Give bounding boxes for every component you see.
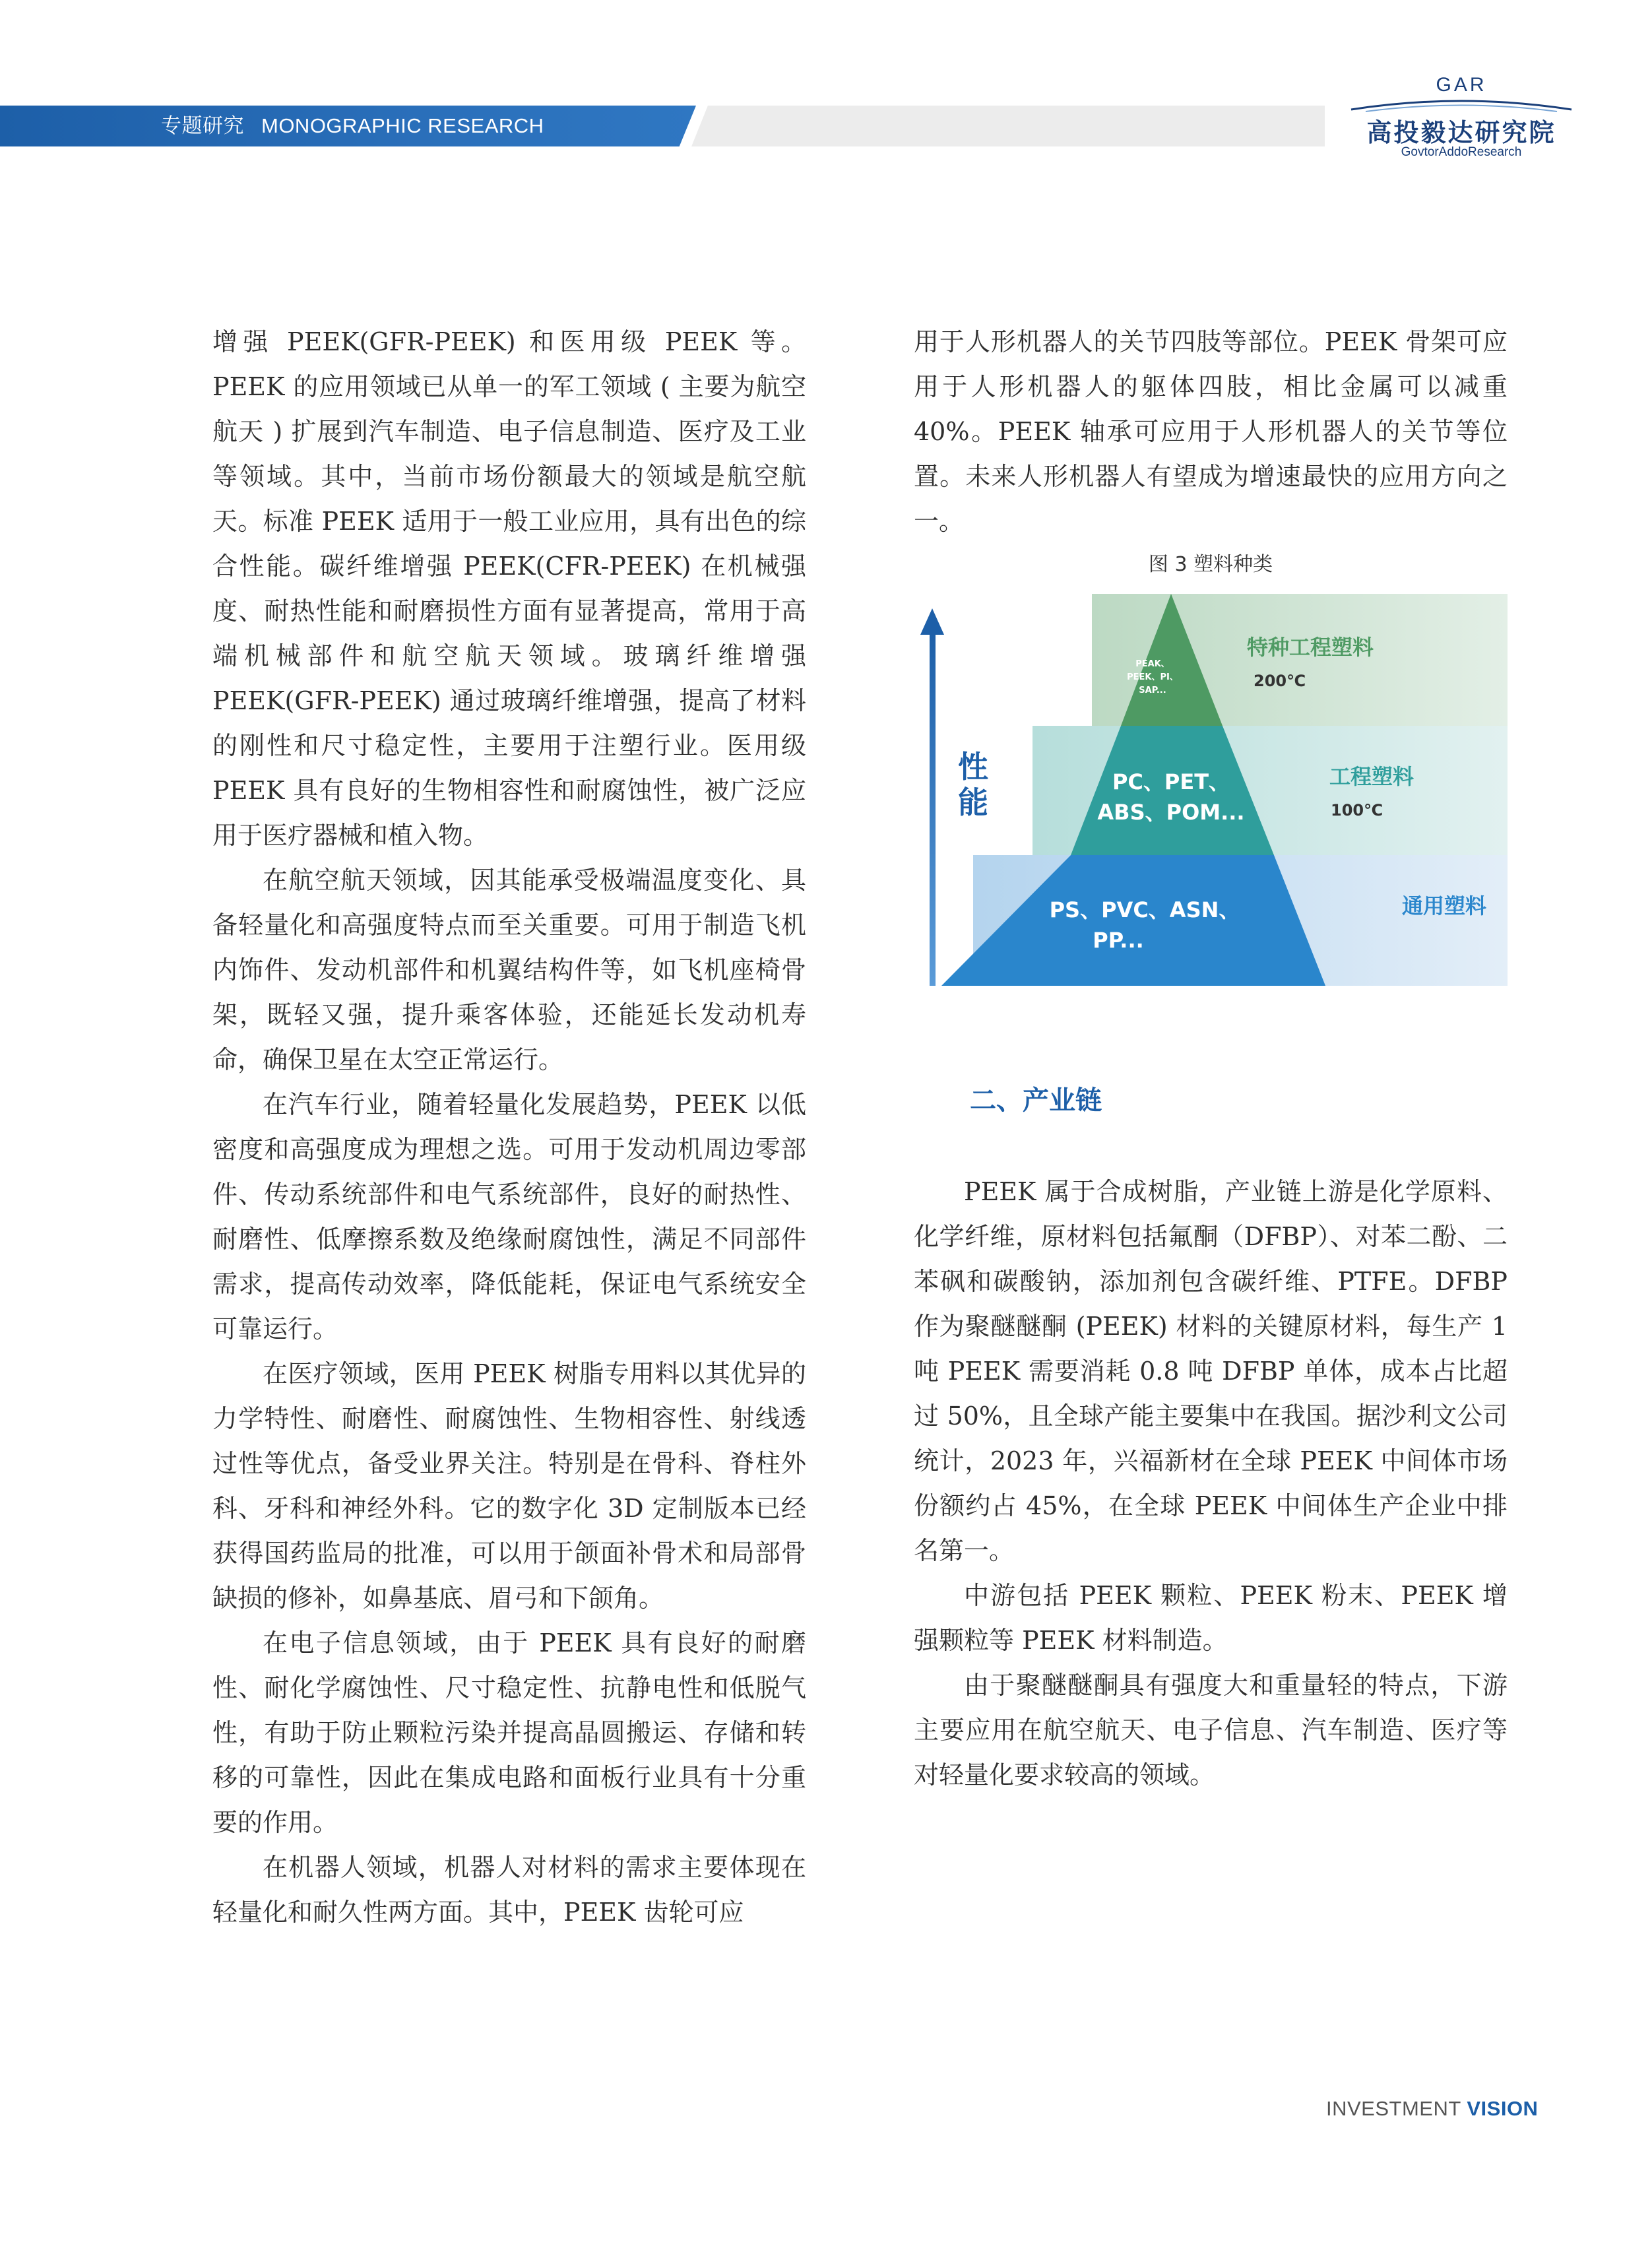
logo-abbr: GAR [1436, 74, 1487, 96]
paragraph: 用于人形机器人的关节四肢等部位。PEEK 骨架可应用于人形机器人的躯体四肢，相比金属可以减重 40%。PEEK 轴承可应用于人形机器人的关节等位置。未来人形机器人有望成为增速最快的应用方向之一。 [914, 327, 1508, 536]
logo-arc-icon [1346, 94, 1577, 113]
logo-name-cn: 高投毅达研究院 [1366, 118, 1556, 147]
section-label-cn: 专题研究 [161, 114, 244, 137]
tier1-material-3: SAP... [1139, 686, 1166, 695]
paragraph: 在汽车行业，随着轻量化发展趋势，PEEK 以低密度和高强度成为理想之选。可用于发动机周边零部件、传动系统部件和电气系统部件，良好的耐热性、耐磨性、低摩擦系数及绝缘耐腐蚀性，满足不同部件需求，提高传动效率，降低能耗，保证电气系统安全可靠运行。 [212, 1090, 806, 1343]
tier1-category: 特种工程塑料 [1247, 635, 1374, 660]
tier2-material-2: ABS、POM... [1097, 800, 1245, 825]
paragraph: 增强 PEEK(GFR-PEEK) 和医用级 PEEK 等。PEEK 的应用领域已从单一的军工领域 ( 主要为航空航天 ) 扩展到汽车制造、电子信息制造、医疗及工业等领域。其中，当前市场份额最大的领域是航空航天。标准 PEEK 适用于一般工业应用，具有出色的综合性能。碳纤维增强 PEEK(CFR-PEEK) 在机械强度、耐热性能和耐磨损性方面有显著提高，常用于高端机械部件和航空航天领域。玻璃纤维增强 PEEK(GFR-PEEK) 通过玻璃纤维增强，提高了材料的刚性和尺寸稳定性，主要用于注塑行业。医用级 PEEK 具有良好的生物相容性和耐腐蚀性，被广泛应用于医疗器械和植入物。 [212, 327, 806, 850]
performance-arrow-shaft [930, 632, 936, 986]
paragraph: 中游包括 PEEK 颗粒、PEEK 粉末、PEEK 增强颗粒等 PEEK 材料制造。 [914, 1581, 1508, 1655]
right-column-top [914, 319, 1508, 544]
right-column-bottom [914, 1169, 1508, 1797]
footer-brand [1326, 2097, 1538, 2121]
tier3-material-2: PP... [1093, 928, 1144, 953]
paragraph: 在航空航天领域，因其能承受极端温度变化、具备轻量化和高强度特点而至关重要。可用于制造飞机内饰件、发动机部件和机翼结构件等，如飞机座椅骨架，既轻又强，提升乘客体验，还能延长发动机寿命，确保卫星在太空正常运行。 [212, 866, 806, 1074]
axis-label-2: 能 [958, 785, 988, 820]
tier1-temperature: 200℃ [1254, 672, 1306, 690]
tier1-material-2: PEEK、PI、 [1127, 672, 1178, 682]
paragraph: 在电子信息领域，由于 PEEK 具有良好的耐磨性、耐化学腐蚀性、尺寸稳定性、抗静电性和低脱气性，有助于防止颗粒污染并提高晶圆搬运、存储和转移的可靠性，因此在集成电路和面板行业具有十分重要的作用。 [212, 1628, 806, 1837]
tier2-temperature: 100℃ [1331, 801, 1383, 820]
footer-text-a: INVESTMENT [1326, 2097, 1461, 2120]
section-label [161, 111, 544, 141]
footer-text-b: VISION [1467, 2097, 1539, 2120]
tier2-material-1: PC、PET、 [1112, 769, 1230, 794]
tier3-material-1: PS、PVC、ASN、 [1049, 897, 1240, 922]
pyramid-svg [914, 594, 1508, 1003]
figure-title: 图 3 塑料种类 [1148, 553, 1273, 576]
section-heading: 二、产业链 [970, 1085, 1102, 1116]
section-label-en: MONOGRAPHIC RESEARCH [261, 114, 544, 137]
tier1-material-1: PEAK、 [1135, 659, 1170, 669]
header-banner-grey [691, 106, 1325, 146]
tier3-category: 通用塑料 [1402, 893, 1487, 918]
left-column [212, 319, 806, 1935]
performance-arrow-icon [920, 608, 944, 635]
logo-name-en: GovtorAddoResearch [1401, 145, 1522, 159]
tier2-category: 工程塑料 [1329, 764, 1414, 789]
paragraph: PEEK 属于合成树脂，产业链上游是化学原料、化学纤维，原材料包括氟酮（DFBP）、对苯二酚、二苯砜和碳酸钠，添加剂包含碳纤维、PTFE。DFBP 作为聚醚醚酮 (PEEK) 材料的关键原材料，每生产 1 吨 PEEK 需要消耗 0.8 吨 DFBP 单体，成本占比超过 50%，且全球产能主要集中在我国。据沙利文公司统计，2023 年，兴福新材在全球 PEEK 中间体市场份额约占 45%，在全球 PEEK 中间体生产企业中排名第一。 [914, 1177, 1508, 1565]
plastic-pyramid-figure [914, 594, 1508, 1003]
axis-label-1: 性 [958, 749, 988, 785]
paragraph: 在医疗领域，医用 PEEK 树脂专用料以其优异的力学特性、耐磨性、耐腐蚀性、生物相容性、射线透过性等优点，备受业界关注。特别是在骨科、脊柱外科、牙科和神经外科。它的数字化 3D 定制版本已经获得国药监局的批准，可以用于颌面补骨术和局部骨缺损的修补，如鼻基底、眉弓和下颌角。 [212, 1359, 806, 1613]
paragraph: 由于聚醚醚酮具有强度大和重量轻的特点，下游主要应用在航空航天、电子信息、汽车制造、医疗等对轻量化要求较高的领域。 [914, 1671, 1508, 1789]
gar-logo [1346, 74, 1597, 166]
paragraph: 在机器人领域，机器人对材料的需求主要体现在轻量化和耐久性两方面。其中，PEEK 齿轮可应 [212, 1853, 806, 1927]
